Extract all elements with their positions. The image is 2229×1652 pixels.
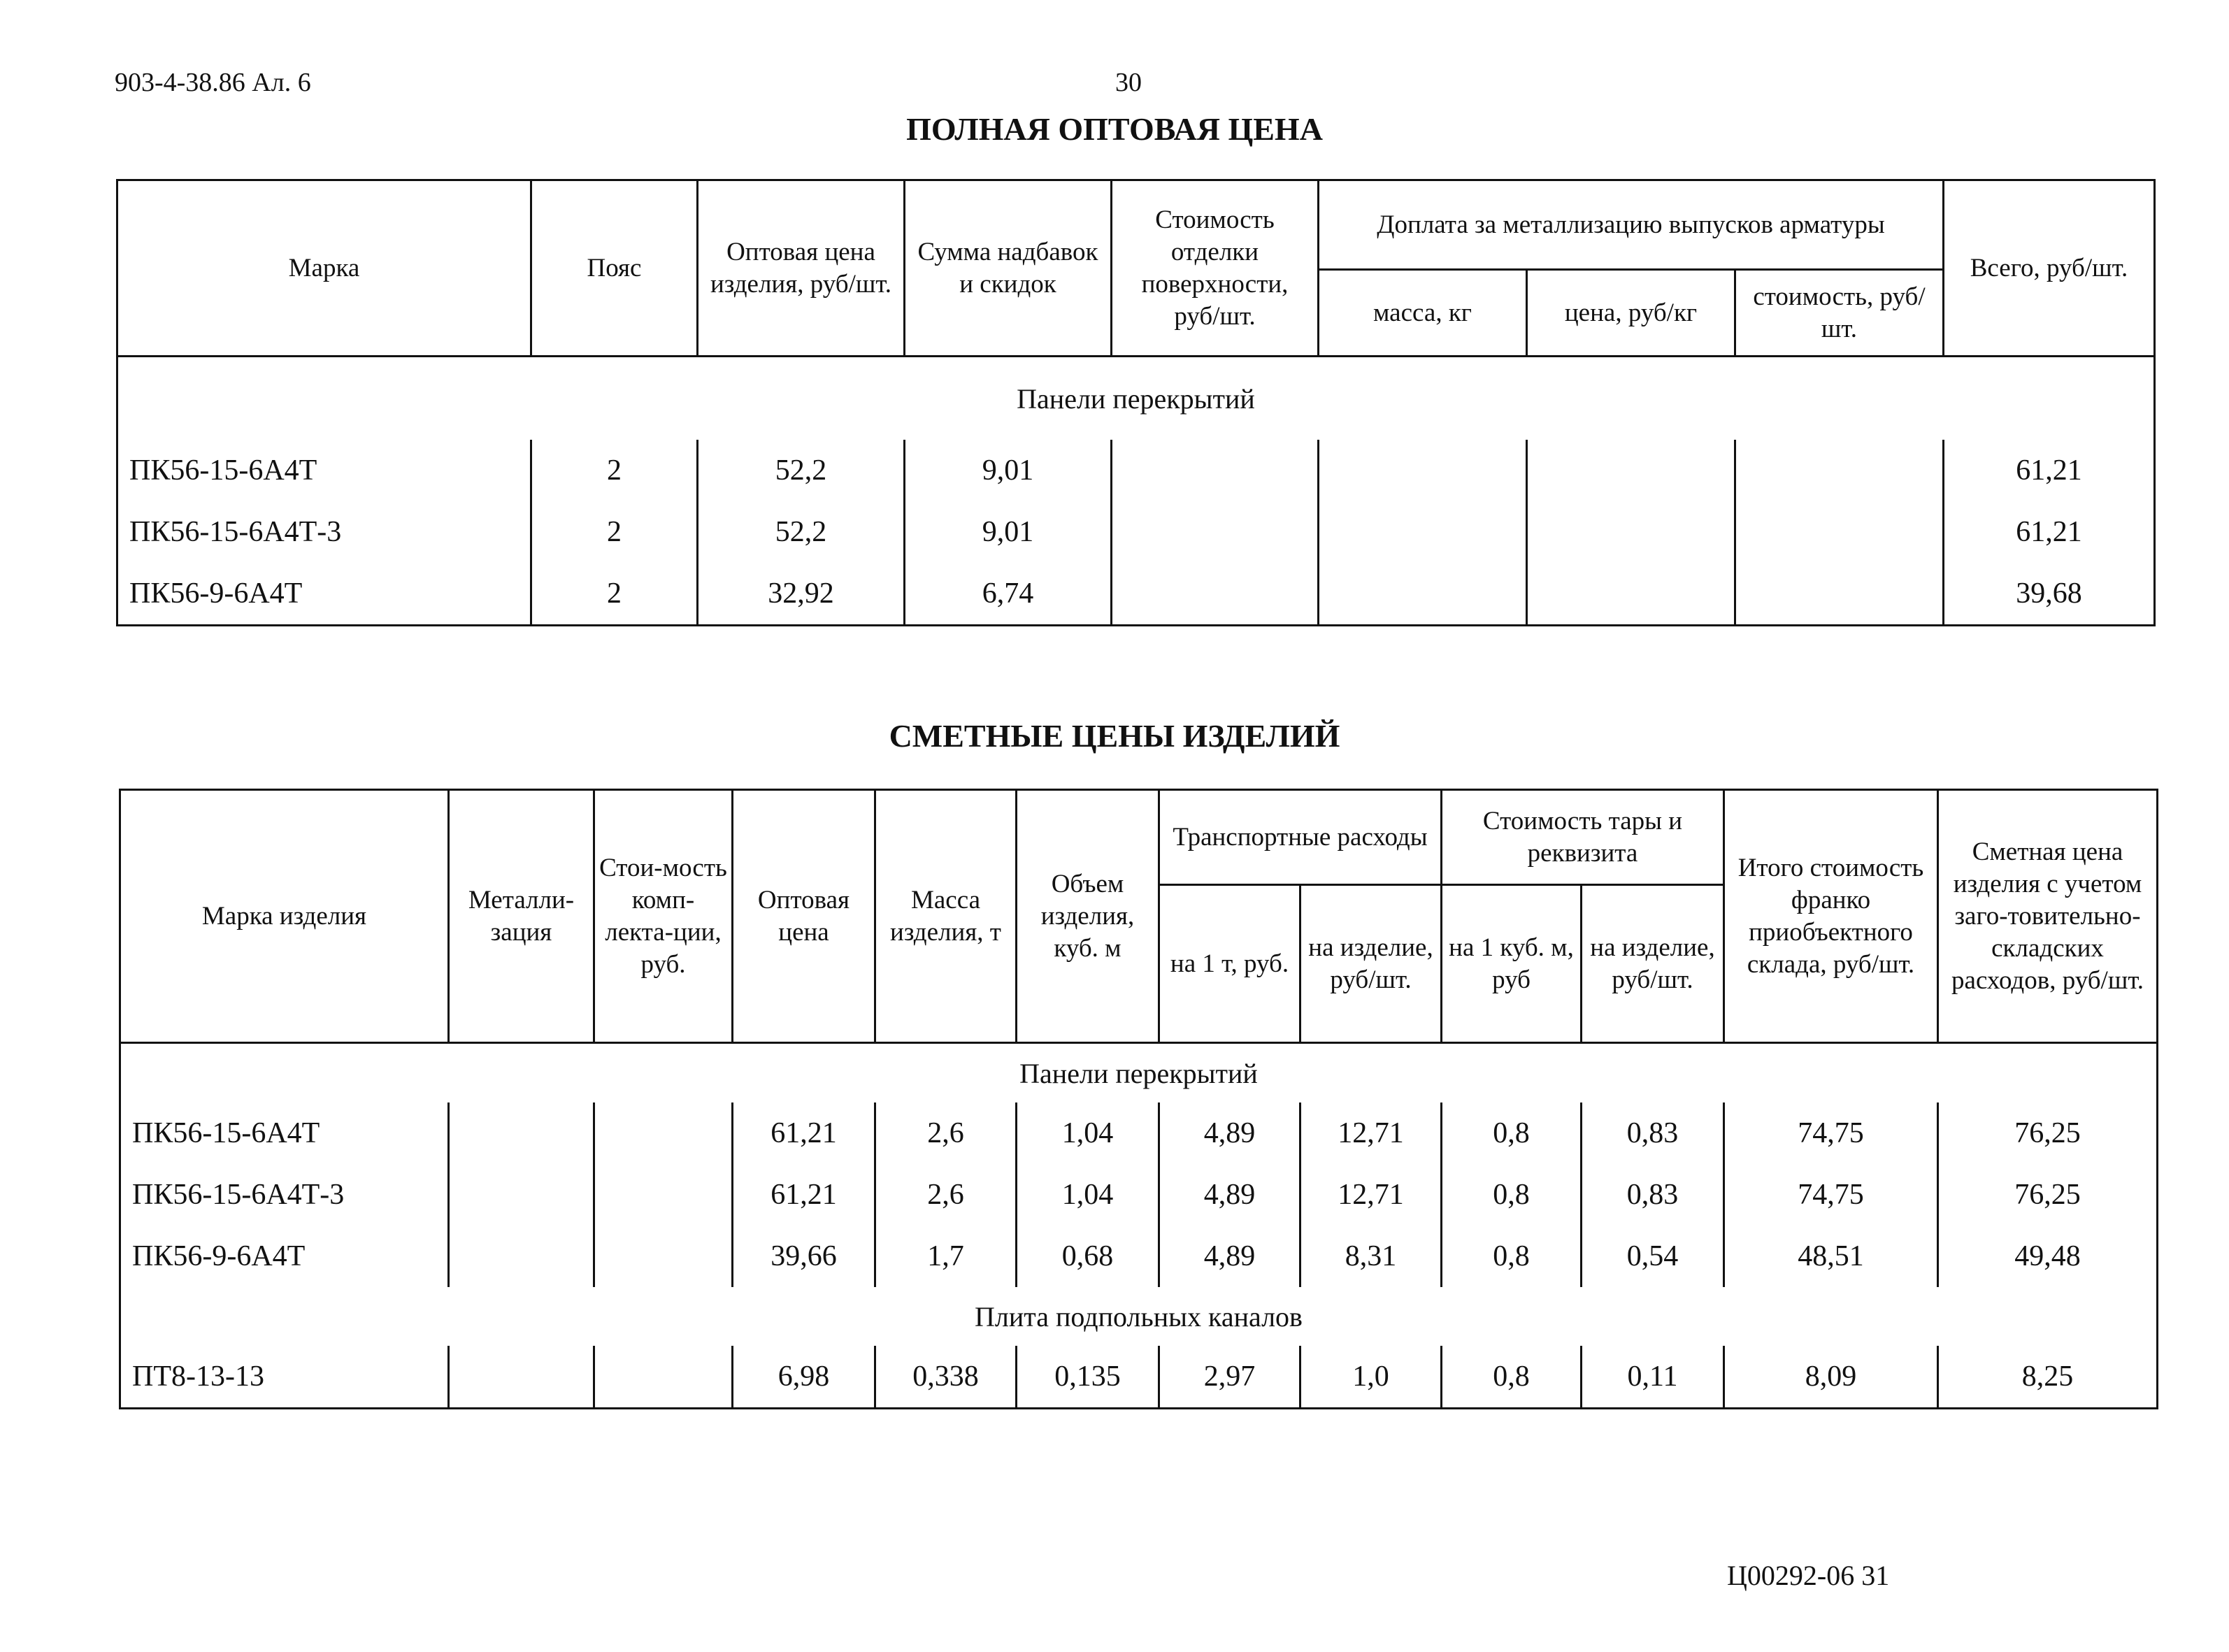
cell-mass: 2,6	[875, 1164, 1017, 1226]
cell-franco: 74,75	[1724, 1164, 1938, 1226]
cell-tare-per-m3: 0,8	[1442, 1102, 1582, 1164]
cell-franco: 74,75	[1724, 1102, 1938, 1164]
header-tare-per-item: на изделие, руб/шт.	[1582, 885, 1724, 1043]
header-cost: стоимость, руб/шт.	[1735, 270, 1944, 357]
header-mass: масса, кг	[1319, 270, 1527, 357]
cell-metallization	[449, 1226, 594, 1287]
cell-mass: 2,6	[875, 1102, 1017, 1164]
cell-transport-per-t: 4,89	[1159, 1102, 1300, 1164]
cell-tare-per-m3: 0,8	[1442, 1164, 1582, 1226]
cell-belt: 2	[531, 501, 698, 563]
cell-tare-per-item: 0,54	[1582, 1226, 1724, 1287]
cell-tare-per-item: 0,83	[1582, 1102, 1724, 1164]
cell-mark: ПК56-9-6А4Т	[120, 1226, 449, 1287]
cell-transport-per-item: 1,0	[1300, 1346, 1442, 1409]
cell-metallization	[449, 1346, 594, 1409]
cell-belt: 2	[531, 440, 698, 501]
cell-markups: 9,01	[905, 440, 1112, 501]
cell-total: 61,21	[1944, 501, 2155, 563]
cell-mass	[1319, 563, 1527, 626]
cell-tare-per-m3: 0,8	[1442, 1226, 1582, 1287]
cell-metallization	[449, 1164, 594, 1226]
cell-tare-per-item: 0,83	[1582, 1164, 1724, 1226]
header-tare-per-m3: на 1 куб. м, руб	[1442, 885, 1582, 1043]
section-label: Панели перекрытий	[120, 1043, 2158, 1103]
section-label: Панели перекрытий	[117, 357, 2155, 440]
cell-mark: ПТ8-13-13	[120, 1346, 449, 1409]
cell-mass	[1319, 440, 1527, 501]
header-estimate: Сметная цена изделия с учетом заго-товительно-складских расходов, руб/шт.	[1938, 790, 2158, 1043]
cell-wholesale: 39,66	[733, 1226, 875, 1287]
cell-estimate: 76,25	[1938, 1102, 2158, 1164]
header-wholesale: Оптовая цена изделия, руб/шт.	[698, 180, 905, 357]
cell-kit-cost	[594, 1164, 733, 1226]
cell-estimate: 49,48	[1938, 1226, 2158, 1287]
table-row	[117, 563, 2155, 626]
cell-markups: 6,74	[905, 563, 1112, 626]
cell-kit-cost	[594, 1226, 733, 1287]
header-mark: Марка изделия	[120, 790, 449, 1043]
cell-cost	[1735, 440, 1944, 501]
page-number: 30	[1115, 68, 1142, 97]
cell-finish	[1112, 501, 1319, 563]
cell-finish	[1112, 440, 1319, 501]
cell-transport-per-t: 2,97	[1159, 1346, 1300, 1409]
cell-transport-per-item: 12,71	[1300, 1102, 1442, 1164]
cell-belt: 2	[531, 563, 698, 626]
cell-transport-per-item: 8,31	[1300, 1226, 1442, 1287]
header-transport-per-item: на изделие, руб/шт.	[1300, 885, 1442, 1043]
cell-estimate: 76,25	[1938, 1164, 2158, 1226]
header-finish: Стоимость отделки поверхности, руб/шт.	[1112, 180, 1319, 357]
cell-transport-per-item: 12,71	[1300, 1164, 1442, 1226]
cell-mass	[1319, 501, 1527, 563]
cell-mass: 0,338	[875, 1346, 1017, 1409]
header-transport-per-t: на 1 т, руб.	[1159, 885, 1300, 1043]
header-volume: Объем изделия, куб. м	[1017, 790, 1159, 1043]
header-kit-cost: Стои-мость комп-лекта-ции, руб.	[594, 790, 733, 1043]
cell-volume: 0,68	[1017, 1226, 1159, 1287]
table-row	[117, 440, 2155, 501]
cell-price	[1527, 563, 1735, 626]
table2-title: СМЕТНЫЕ ЦЕНЫ ИЗДЕЛИЙ	[889, 718, 1340, 754]
footer-code: Ц00292-06 31	[1727, 1560, 1890, 1591]
header-price: цена, руб/кг	[1527, 270, 1735, 357]
cell-price	[1527, 501, 1735, 563]
cell-transport-per-t: 4,89	[1159, 1226, 1300, 1287]
cell-volume: 0,135	[1017, 1346, 1159, 1409]
cell-kit-cost	[594, 1346, 733, 1409]
header-franco: Итого стоимость франко приобъектного склада, руб/шт.	[1724, 790, 1938, 1043]
table-row	[120, 1164, 2158, 1226]
table1-title: ПОЛНАЯ ОПТОВАЯ ЦЕНА	[906, 111, 1323, 147]
table-row	[120, 1226, 2158, 1287]
cell-wholesale: 52,2	[698, 440, 905, 501]
cell-mass: 1,7	[875, 1226, 1017, 1287]
cell-volume: 1,04	[1017, 1102, 1159, 1164]
cell-franco: 8,09	[1724, 1346, 1938, 1409]
cell-tare-per-m3: 0,8	[1442, 1346, 1582, 1409]
header-mark: Марка	[117, 180, 531, 357]
estimate-price-table	[119, 789, 2158, 1409]
header-markups: Сумма надбавок и скидок	[905, 180, 1112, 357]
cell-mark: ПК56-15-6А4Т-3	[120, 1164, 449, 1226]
cell-wholesale: 61,21	[733, 1164, 875, 1226]
table-row	[120, 1346, 2158, 1409]
cell-kit-cost	[594, 1102, 733, 1164]
cell-franco: 48,51	[1724, 1226, 1938, 1287]
cell-cost	[1735, 501, 1944, 563]
cell-wholesale: 6,98	[733, 1346, 875, 1409]
cell-total: 39,68	[1944, 563, 2155, 626]
cell-volume: 1,04	[1017, 1164, 1159, 1226]
table-row	[120, 1102, 2158, 1164]
section-label: Плита подпольных каналов	[120, 1287, 2158, 1346]
wholesale-price-table	[116, 179, 2156, 626]
cell-wholesale: 61,21	[733, 1102, 875, 1164]
table-row	[117, 501, 2155, 563]
header-wholesale: Оптовая цена	[733, 790, 875, 1043]
header-metallization: Металли-зация	[449, 790, 594, 1043]
document-code: 903-4-38.86 Ал. 6	[115, 68, 311, 97]
cell-mark: ПК56-15-6А4Т	[117, 440, 531, 501]
header-metallization-group: Доплата за металлизацию выпусков арматуры	[1319, 180, 1944, 270]
cell-price	[1527, 440, 1735, 501]
header-total: Всего, руб/шт.	[1944, 180, 2155, 357]
header-tare-group: Стоимость тары и реквизита	[1442, 790, 1724, 885]
cell-finish	[1112, 563, 1319, 626]
cell-wholesale: 32,92	[698, 563, 905, 626]
cell-total: 61,21	[1944, 440, 2155, 501]
cell-wholesale: 52,2	[698, 501, 905, 563]
cell-transport-per-t: 4,89	[1159, 1164, 1300, 1226]
cell-metallization	[449, 1102, 594, 1164]
cell-markups: 9,01	[905, 501, 1112, 563]
cell-estimate: 8,25	[1938, 1346, 2158, 1409]
cell-mark: ПК56-15-6А4Т-3	[117, 501, 531, 563]
header-mass: Масса изделия, т	[875, 790, 1017, 1043]
cell-mark: ПК56-15-6А4Т	[120, 1102, 449, 1164]
cell-cost	[1735, 563, 1944, 626]
cell-tare-per-item: 0,11	[1582, 1346, 1724, 1409]
header-transport-group: Транспортные расходы	[1159, 790, 1442, 885]
header-belt: Пояс	[531, 180, 698, 357]
cell-mark: ПК56-9-6А4Т	[117, 563, 531, 626]
